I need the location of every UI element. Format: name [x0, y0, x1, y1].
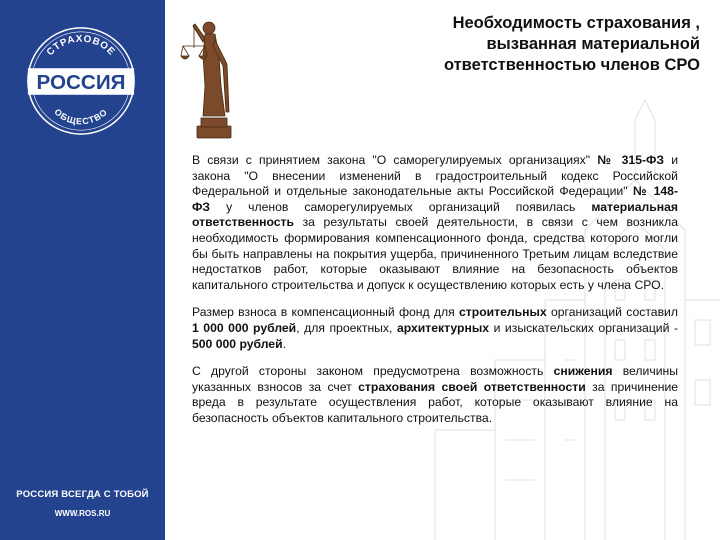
themis-statue-icon — [175, 16, 247, 140]
logo-emblem — [22, 22, 140, 140]
paragraph-fee: Размер взноса в компенсационный фонд для строительных организаций составил 1 000 000 рублей, для проектных, архитектурных и изыскательских организаций - 500 000 рублей. — [192, 305, 679, 351]
title-line: вызванная материальной — [486, 35, 700, 53]
svg-text:СТРАХОВОЕ — [45, 34, 118, 59]
paragraph-law: В связи с принятием закона "О саморегулируемых организациях" № 315-ФЗ и закона "О внесении изменений в градостроительный кодекс Российской Федеральной и отдельные законодательные акты Российской Федерации" № 148-ФЗ у членов саморегулируемых организаций появилась материальная ответственность за результаты своей деятельности, в связи с чем возникла необходимость формирования компенсационного фонда, средства которого могли бы быть направлены на покрытия ущерба, причиненного Третьим лицам вследствие недостатков работ, которые оказывают влияние на безопасность объектов капитального строительства и допуск к осуществлению которых есть у члена СРО. — [192, 153, 679, 292]
body-text — [192, 153, 678, 439]
website-link[interactable]: WWW.ROS.RU — [54, 509, 111, 518]
svg-text:ОБЩЕСТВО — [52, 107, 109, 127]
slogan: РОССИЯ ВСЕГДА С ТОБОЙ — [16, 489, 149, 500]
title-line: ответственностью членов СРО — [443, 56, 700, 74]
paragraph-insurance: С другой стороны законом предусмотрена возможность снижения величины указанных взносов за счет страхования своей ответственности за причинение вреда в результате осуществления работ, которые оказывают влияние на безопасность объектов капитального строительства. — [192, 364, 679, 425]
sidebar — [0, 0, 165, 540]
logo-main-text: РОССИЯ — [36, 70, 126, 94]
logo-top-text: СТРАХОВОЕ — [44, 33, 118, 59]
logo-bottom-text: ОБЩЕСТВО — [52, 106, 110, 127]
page-title — [340, 13, 700, 76]
title-line: Необходимость страхования , — [452, 14, 700, 32]
